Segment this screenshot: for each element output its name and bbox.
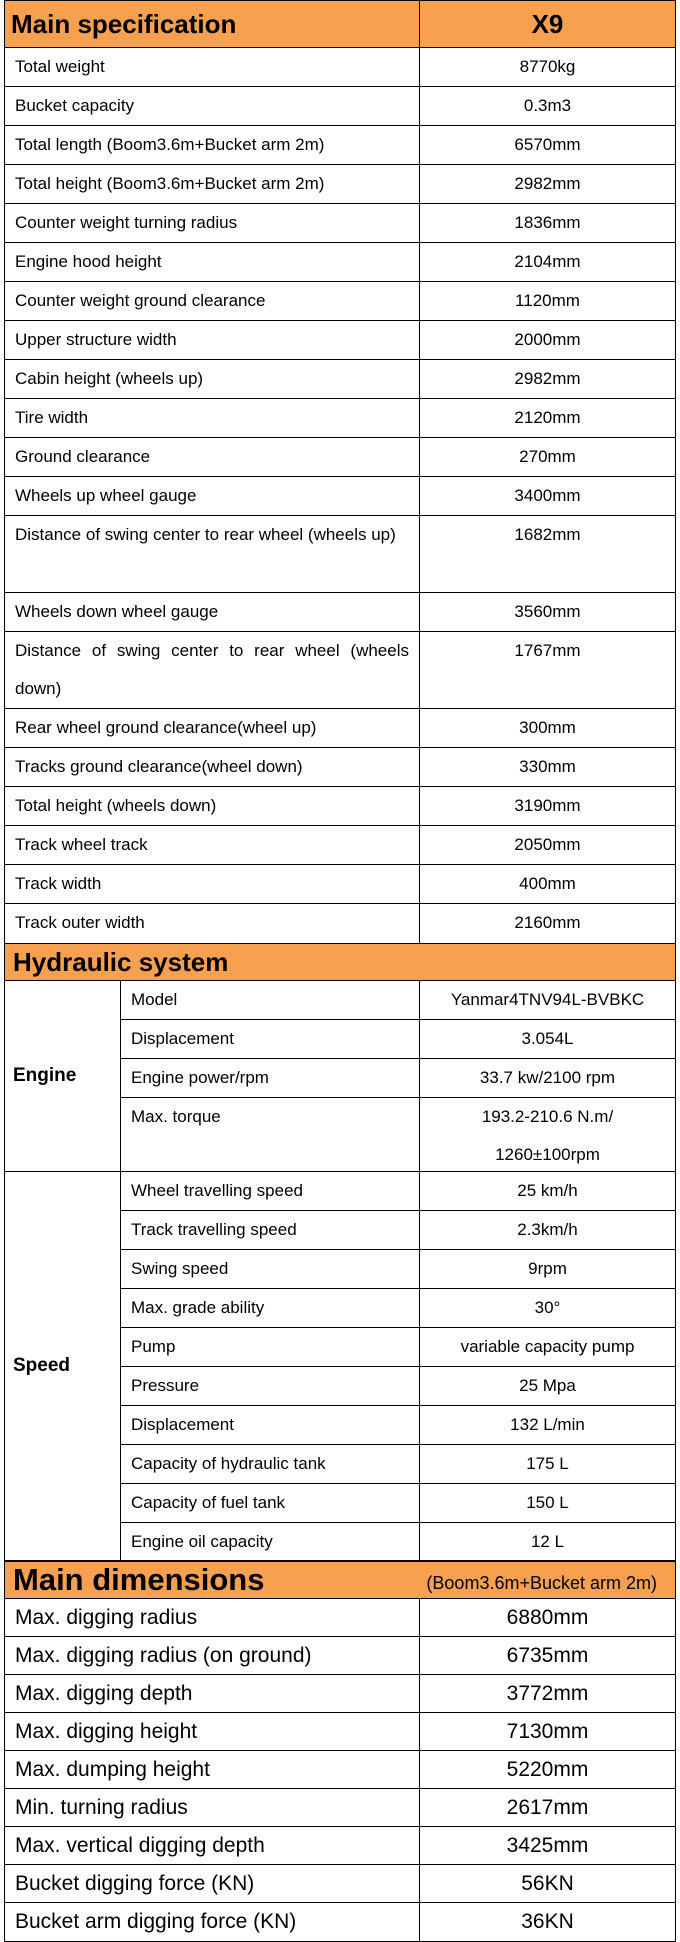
table-row xyxy=(5,826,675,865)
row-value: 1682mm xyxy=(514,525,581,544)
row-value: 7130mm xyxy=(506,1720,589,1743)
row-value: 2104mm xyxy=(514,252,581,271)
row-value: 8770kg xyxy=(519,57,576,76)
table-row xyxy=(5,632,675,709)
row-label: Distance of swing center to rear wheel (wheels down) xyxy=(5,632,420,708)
table-row xyxy=(121,1445,675,1484)
model-name: X9 xyxy=(531,8,564,39)
table-row xyxy=(121,1406,675,1445)
row-label: Max. dumping height xyxy=(5,1751,420,1788)
row-label: Swing speed xyxy=(121,1250,420,1288)
row-value: 1836mm xyxy=(514,213,581,232)
row-label: Displacement xyxy=(121,1020,420,1058)
table-row xyxy=(5,904,675,943)
row-label: Wheels down wheel gauge xyxy=(5,593,420,631)
row-label: Max. digging height xyxy=(5,1713,420,1750)
row-value: 3560mm xyxy=(514,602,581,621)
row-value: 30° xyxy=(534,1298,561,1317)
table-row xyxy=(5,438,675,477)
row-label: Total weight xyxy=(5,48,420,86)
row-value: 0.3m3 xyxy=(523,96,572,115)
table-row xyxy=(121,1172,675,1211)
row-value: 3772mm xyxy=(506,1682,589,1705)
row-value: 25 Mpa xyxy=(519,1376,576,1395)
row-value: 5220mm xyxy=(506,1758,589,1781)
row-label: Cabin height (wheels up) xyxy=(5,360,420,398)
table-row xyxy=(121,1250,675,1289)
row-label: Bucket capacity xyxy=(5,87,420,125)
row-label: Max. digging radius xyxy=(5,1599,420,1636)
row-label: Capacity of fuel tank xyxy=(121,1484,420,1522)
row-label: Total height (wheels down) xyxy=(5,787,420,825)
row-value: 56KN xyxy=(521,1872,574,1895)
row-label: Max. digging radius (on ground) xyxy=(5,1637,420,1674)
table-row xyxy=(121,1484,675,1523)
table-row xyxy=(5,165,675,204)
row-value: 36KN xyxy=(521,1910,574,1933)
row-value: 175 L xyxy=(526,1454,569,1473)
engine-rows xyxy=(121,981,675,1171)
main-spec-table xyxy=(5,48,675,943)
table-row xyxy=(121,1289,675,1328)
row-label: Total height (Boom3.6m+Bucket arm 2m) xyxy=(5,165,420,203)
row-value: 6735mm xyxy=(506,1644,589,1667)
row-value: 3425mm xyxy=(506,1834,589,1857)
table-row xyxy=(5,1903,675,1941)
row-label: Model xyxy=(121,981,420,1019)
row-value: 330mm xyxy=(519,757,576,776)
speed-rows xyxy=(121,1172,675,1560)
table-row xyxy=(121,1020,675,1059)
table-row xyxy=(5,87,675,126)
row-value: 2120mm xyxy=(514,408,581,427)
table-row xyxy=(5,360,675,399)
row-label: Rear wheel ground clearance(wheel up) xyxy=(5,709,420,747)
hydraulic-title: Hydraulic system xyxy=(13,946,229,977)
table-row xyxy=(5,1675,675,1713)
table-row xyxy=(121,1523,675,1562)
table-row xyxy=(5,593,675,632)
row-value: 270mm xyxy=(519,447,576,466)
row-label: Max. grade ability xyxy=(121,1289,420,1327)
table-row xyxy=(5,399,675,438)
row-label: Upper structure width xyxy=(5,321,420,359)
row-value: 2982mm xyxy=(514,174,581,193)
row-value: 2050mm xyxy=(514,835,581,854)
row-value: 2160mm xyxy=(514,913,581,932)
table-row xyxy=(5,865,675,904)
row-label: Tire width xyxy=(5,399,420,437)
row-label: Bucket arm digging force (KN) xyxy=(5,1903,420,1941)
row-value: 3400mm xyxy=(514,486,581,505)
row-label: Max. torque xyxy=(121,1098,420,1175)
row-value: 1120mm xyxy=(515,291,580,310)
row-label: Capacity of hydraulic tank xyxy=(121,1445,420,1483)
table-row xyxy=(5,1713,675,1751)
row-label: Displacement xyxy=(121,1406,420,1444)
row-value: 3190mm xyxy=(514,796,581,815)
row-label: Bucket digging force (KN) xyxy=(5,1865,420,1902)
table-row xyxy=(5,516,675,593)
table-row xyxy=(121,1098,675,1175)
row-label: Min. turning radius xyxy=(5,1789,420,1826)
row-label: Engine power/rpm xyxy=(121,1059,420,1097)
row-label: Counter weight turning radius xyxy=(5,204,420,242)
row-label: Engine hood height xyxy=(5,243,420,281)
table-row xyxy=(5,1637,675,1675)
row-label: Max. digging depth xyxy=(5,1675,420,1712)
row-value: 300mm xyxy=(519,718,576,737)
row-value: 9rpm xyxy=(528,1259,567,1278)
row-value: 2000mm xyxy=(514,330,581,349)
row-label: Pressure xyxy=(121,1367,420,1405)
row-value: 2982mm xyxy=(514,369,581,388)
row-label: Engine oil capacity xyxy=(121,1523,420,1562)
table-row xyxy=(5,1789,675,1827)
table-row xyxy=(5,204,675,243)
speed-group xyxy=(5,1172,675,1561)
row-value: 2617mm xyxy=(506,1796,589,1819)
row-value: Yanmar4TNV94L-BVBKC xyxy=(450,990,645,1009)
table-row xyxy=(5,321,675,360)
row-value: 3.054L xyxy=(521,1029,574,1048)
row-value: 1767mm xyxy=(514,641,581,660)
row-value: 2.3km/h xyxy=(517,1220,578,1239)
table-row xyxy=(121,1328,675,1367)
table-row xyxy=(5,48,675,87)
dimensions-title: Main dimensions xyxy=(13,1562,265,1597)
row-label: Max. vertical digging depth xyxy=(5,1827,420,1864)
row-value: 150 L xyxy=(526,1493,569,1512)
row-label: Tracks ground clearance(wheel down) xyxy=(5,748,420,786)
table-row xyxy=(5,282,675,321)
row-value-line: 193.2-210.6 N.m/ xyxy=(481,1107,614,1126)
table-row xyxy=(5,748,675,787)
row-value: 132 L/min xyxy=(510,1415,585,1434)
row-label: Pump xyxy=(121,1328,420,1366)
row-value: 33.7 kw/2100 rpm xyxy=(479,1068,616,1087)
dimensions-table xyxy=(5,1599,675,1941)
row-label: Ground clearance xyxy=(5,438,420,476)
dimensions-header xyxy=(5,1561,675,1599)
row-label: Wheels up wheel gauge xyxy=(5,477,420,515)
speed-group-label: Speed xyxy=(5,1172,121,1560)
table-row xyxy=(121,1059,675,1098)
table-row xyxy=(5,126,675,165)
engine-group-label: Engine xyxy=(5,981,121,1171)
table-row xyxy=(5,477,675,516)
row-value: 12 L xyxy=(530,1532,565,1551)
engine-group xyxy=(5,981,675,1172)
table-row xyxy=(5,1751,675,1789)
table-row xyxy=(121,1211,675,1250)
row-value xyxy=(420,1098,675,1175)
table-row xyxy=(5,709,675,748)
row-value: variable capacity pump xyxy=(460,1337,635,1356)
table-row xyxy=(121,1367,675,1406)
table-row xyxy=(5,243,675,282)
hydraulic-header xyxy=(5,943,675,981)
row-label: Track wheel track xyxy=(5,826,420,864)
row-label: Counter weight ground clearance xyxy=(5,282,420,320)
row-value: 400mm xyxy=(519,874,576,893)
table-row xyxy=(121,981,675,1020)
spec-sheet xyxy=(4,0,676,1942)
main-spec-title: Main specification xyxy=(5,1,420,47)
table-row xyxy=(5,1865,675,1903)
row-value: 6880mm xyxy=(506,1606,589,1629)
dimensions-note: (Boom3.6m+Bucket arm 2m) xyxy=(426,1573,657,1593)
row-label: Total length (Boom3.6m+Bucket arm 2m) xyxy=(5,126,420,164)
table-row xyxy=(5,787,675,826)
table-row xyxy=(5,1827,675,1865)
row-label: Track width xyxy=(5,865,420,903)
row-label: Distance of swing center to rear wheel (wheels up) xyxy=(5,516,420,592)
row-value: 25 km/h xyxy=(517,1181,578,1200)
row-label: Track travelling speed xyxy=(121,1211,420,1249)
table-row xyxy=(5,1599,675,1637)
row-value-line: 1260±100rpm xyxy=(495,1145,600,1164)
row-label: Wheel travelling speed xyxy=(121,1172,420,1210)
row-label: Track outer width xyxy=(5,904,420,943)
main-spec-header xyxy=(5,0,675,48)
row-value: 6570mm xyxy=(514,135,581,154)
